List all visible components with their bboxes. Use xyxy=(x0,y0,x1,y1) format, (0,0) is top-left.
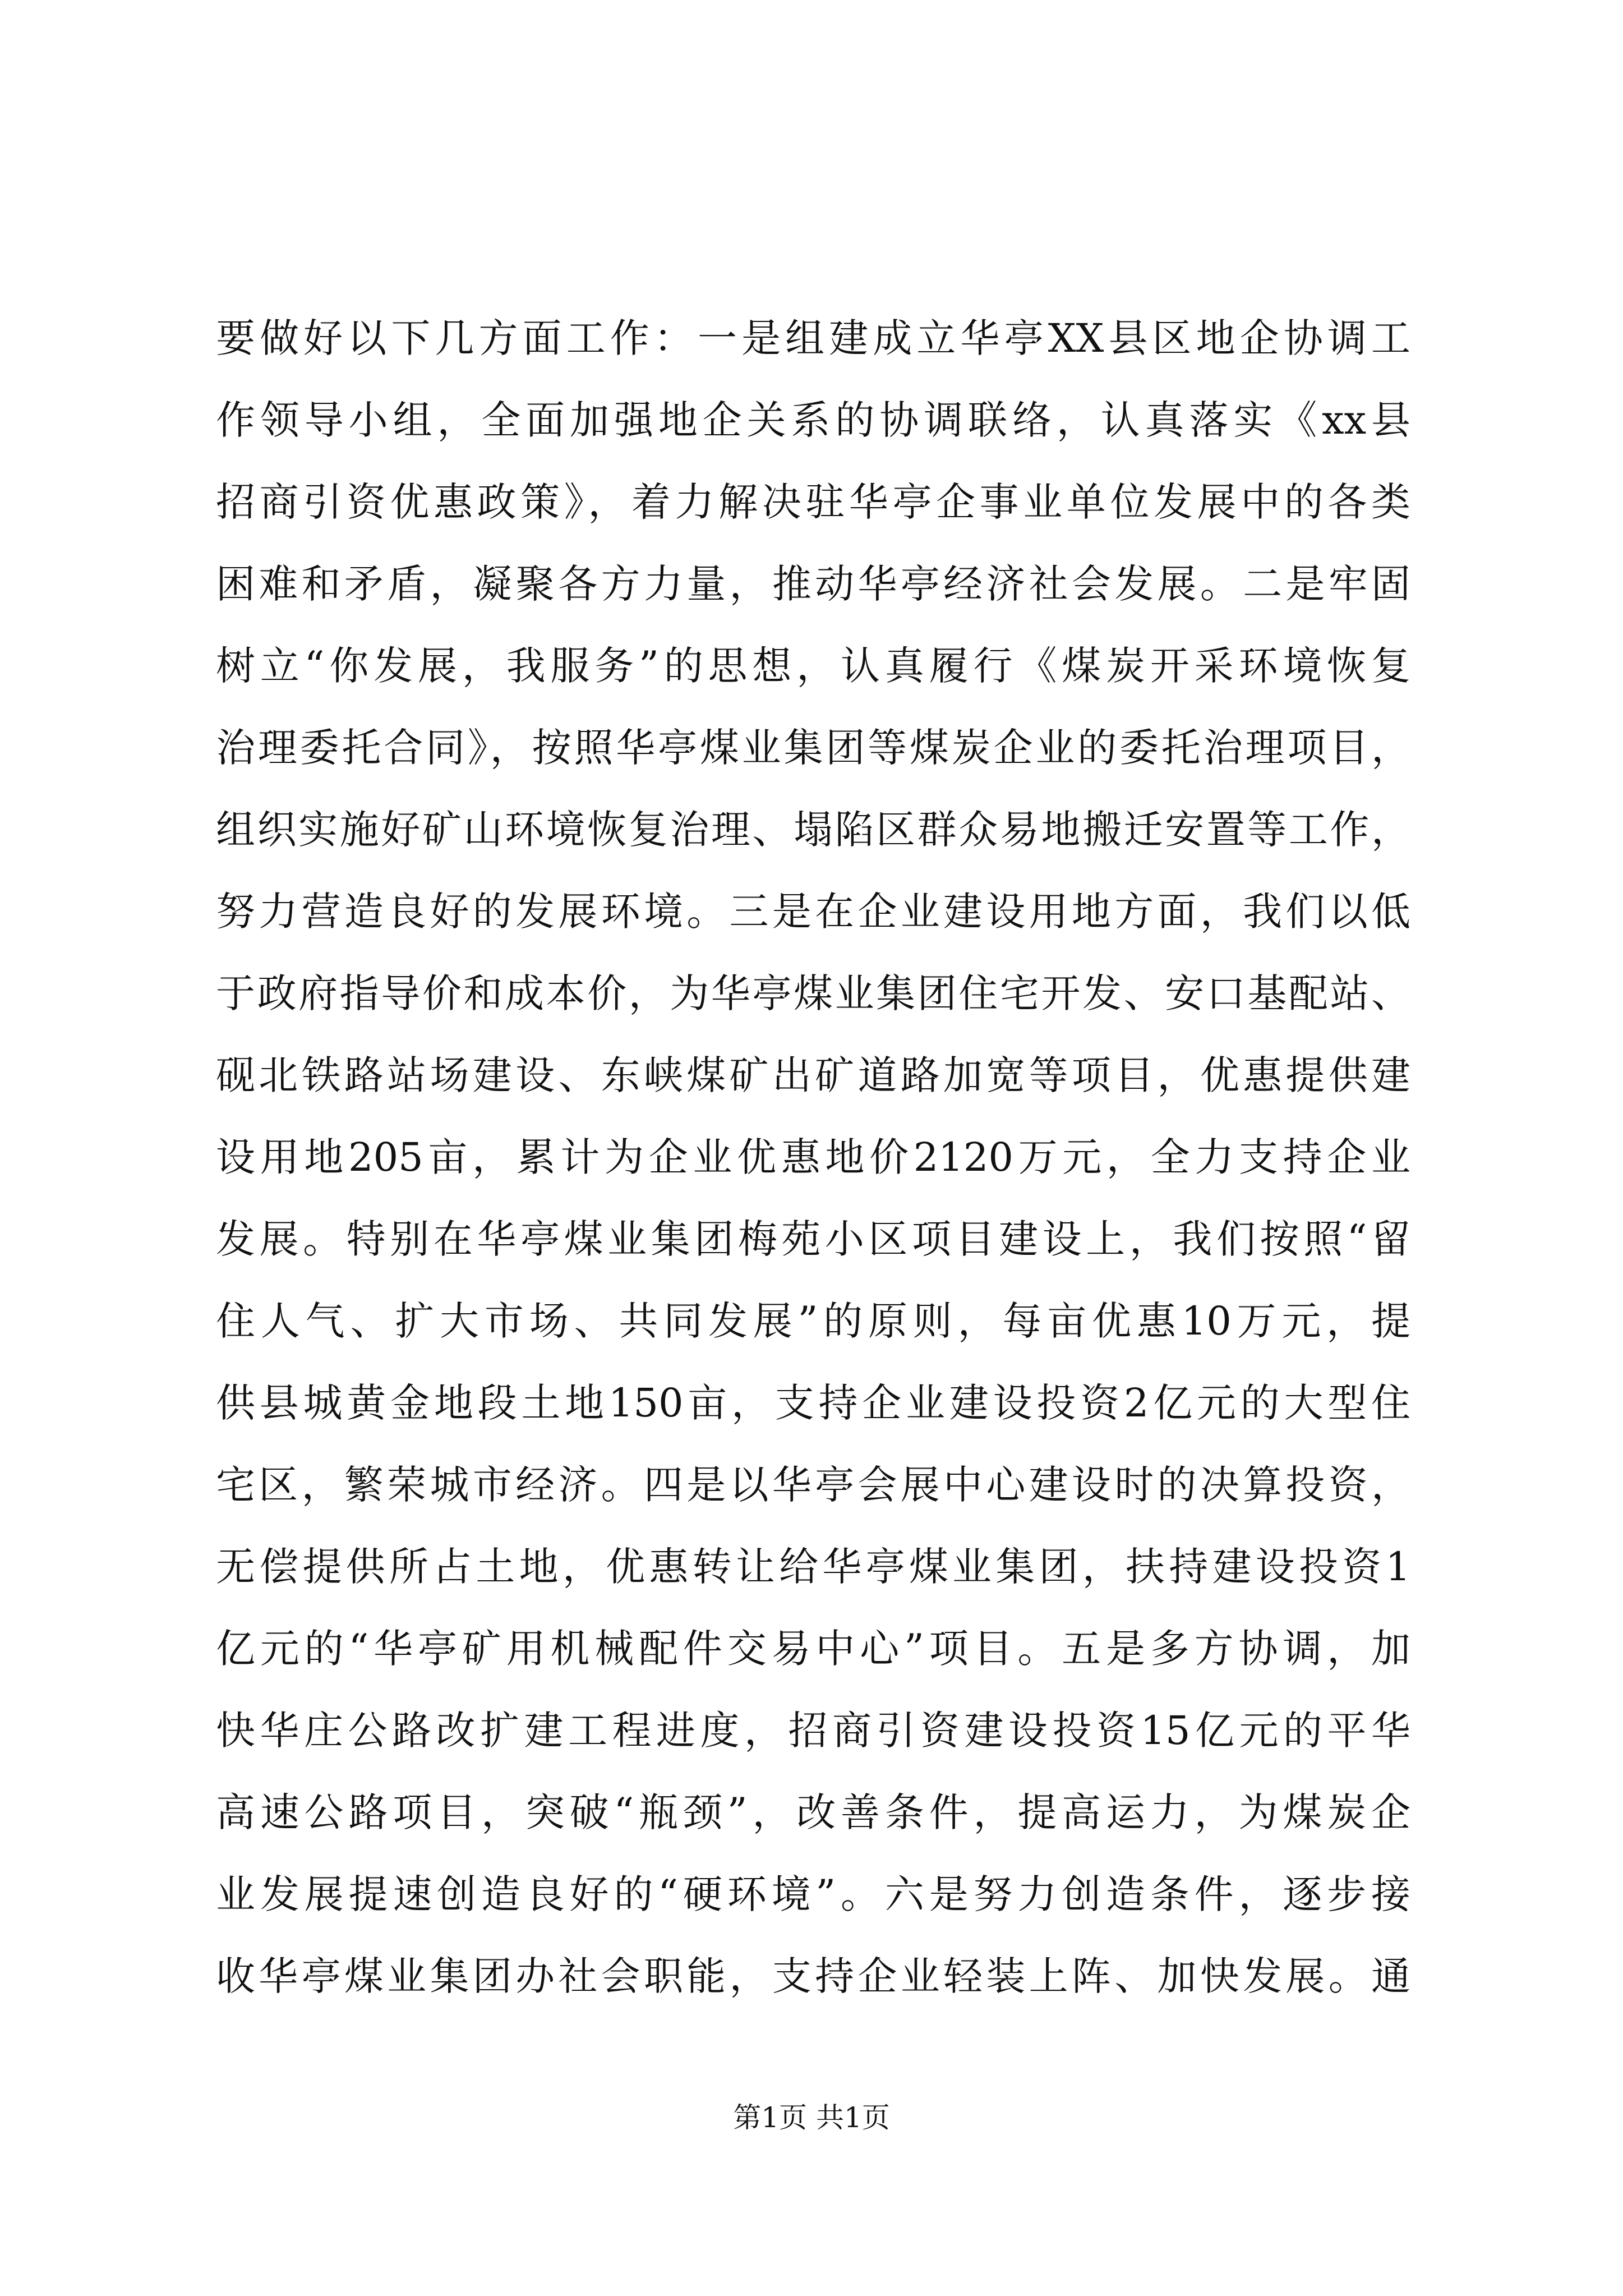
page-number-footer: 第1页 共1页 xyxy=(733,2101,890,2134)
text-line: 努力营造良好的发展环境。三是在企业建设用地方面，我们以低 xyxy=(216,889,1410,935)
body-text xyxy=(216,297,1410,2017)
text-line: 砚北铁路站场建设、东峡煤矿出矿道路加宽等项目，优惠提供建 xyxy=(216,1052,1410,1098)
text-line: 组织实施好矿山环境恢复治理、塌陷区群众易地搬迁安置等工作， xyxy=(216,807,1410,853)
text-line: 收华亭煤业集团办社会职能，支持企业轻装上阵、加快发展。通 xyxy=(216,1953,1410,1999)
text-line: 宅区，繁荣城市经济。四是以华亭会展中心建设时的决算投资， xyxy=(216,1462,1410,1508)
text-line: 供县城黄金地段土地150亩，支持企业建设投资2亿元的大型住 xyxy=(216,1380,1410,1426)
text-line: 治理委托合同》，按照华亭煤业集团等煤炭企业的委托治理项目， xyxy=(216,725,1410,771)
text-line: 高速公路项目，突破“瓶颈”，改善条件，提高运力，为煤炭企 xyxy=(216,1789,1410,1835)
text-line: 要做好以下几方面工作：一是组建成立华亭XX县区地企协调工 xyxy=(216,315,1410,361)
text-line: 树立“你发展，我服务”的思想，认真履行《煤炭开采环境恢复 xyxy=(216,643,1410,689)
text-line: 作领导小组，全面加强地企关系的协调联络，认真落实《xx县 xyxy=(216,397,1410,443)
text-line: 业发展提速创造良好的“硬环境”。六是努力创造条件，逐步接 xyxy=(216,1871,1410,1917)
text-line: 快华庄公路改扩建工程进度，招商引资建设投资15亿元的平华 xyxy=(216,1708,1410,1754)
text-line: 于政府指导价和成本价，为华亭煤业集团住宅开发、安口基配站、 xyxy=(216,970,1410,1016)
text-line: 亿元的“华亭矿用机械配件交易中心”项目。五是多方协调，加 xyxy=(216,1626,1410,1672)
text-line: 发展。特别在华亭煤业集团梅苑小区项目建设上，我们按照“留 xyxy=(216,1216,1410,1262)
text-line: 住人气、扩大市场、共同发展”的原则，每亩优惠10万元，提 xyxy=(216,1298,1410,1344)
text-line: 招商引资优惠政策》，着力解决驻华亭企事业单位发展中的各类 xyxy=(216,479,1410,525)
text-line: 困难和矛盾，凝聚各方力量，推动华亭经济社会发展。二是牢固 xyxy=(216,561,1410,607)
text-line: 无偿提供所占土地，优惠转让给华亭煤业集团，扶持建设投资1 xyxy=(216,1544,1410,1590)
text-line: 设用地205亩，累计为企业优惠地价2120万元，全力支持企业 xyxy=(216,1134,1410,1180)
